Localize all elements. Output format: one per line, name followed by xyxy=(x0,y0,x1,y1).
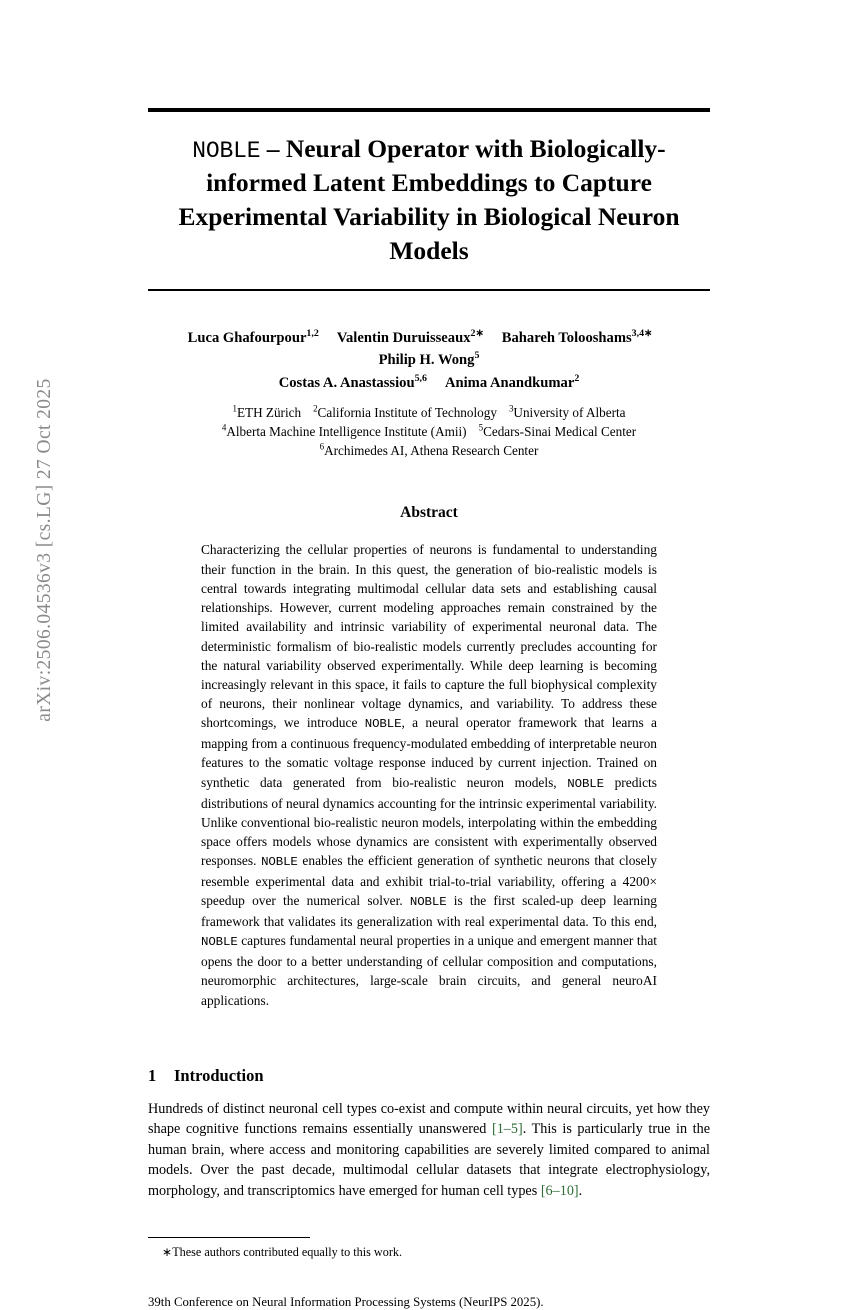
title-model-name: NOBLE xyxy=(192,138,261,164)
abstract-seg: predicts distributions of neural dynamics accounting for the intrinsic experimental variability. Unlike conventional bio-realistic neuron models, interpolating within the embedding space offers models whose dynamics are consistent with experimentally observed responses. xyxy=(201,774,657,869)
page-title xyxy=(148,132,710,267)
author-entry xyxy=(279,375,427,391)
citation-link[interactable]: [1–5] xyxy=(491,1121,523,1138)
section-title: Introduction xyxy=(174,1065,264,1085)
abstract-seg: Characterizing the cellular properties of neurons is fundamental to understanding their function in the brain. In this quest, the generation of bio-realistic models is central towards integrating multimodal cellular data sets and establishing causal relationships. However, current modeling approaches remain constrained by the limited availability and intrinsic variability of experimental neuronal data. The deterministic formalism of bio-realistic models currently precludes accounting for the natural variability observed experimentally. While deep learning is becoming increasingly relevant in this space, it fails to capture the full biophysical complexity of neurons, their nonlinear voltage dynamics, and variability. To address these shortcomings, we introduce xyxy=(201,542,657,731)
author-affil-marker: 1,2 xyxy=(306,327,319,339)
affiliation-entry xyxy=(232,405,301,420)
author-affil-marker: 2∗ xyxy=(470,327,484,339)
author-name: Anima Anandkumar xyxy=(444,374,575,391)
affiliation-line xyxy=(148,403,710,422)
author-affil-marker: 5,6 xyxy=(414,373,427,385)
section-heading-introduction xyxy=(148,1066,710,1086)
paragraph-seg: . xyxy=(578,1182,583,1199)
title-rule-bottom xyxy=(148,289,710,290)
affiliation-entry xyxy=(509,405,626,420)
paper-page xyxy=(148,0,710,1310)
affiliation-entry xyxy=(479,424,637,439)
affiliation-entry xyxy=(313,405,497,420)
affiliation-marker: 5 xyxy=(478,422,484,433)
affiliation-marker: 1 xyxy=(232,403,237,414)
author-affil-marker: 3,4∗ xyxy=(631,327,653,339)
abstract-seg: , a neural operator framework that learns a mapping from a continuous frequency-modulated embedding of interpretable neuron features to the somatic voltage response induced by current injection. Trained on synthetic data generated from bio-realistic neuron models, xyxy=(201,715,657,790)
affiliation-line xyxy=(148,422,710,441)
affiliation-name: University of Alberta xyxy=(513,404,626,420)
author-affil-marker: 2 xyxy=(574,373,580,385)
author-list xyxy=(148,327,710,395)
abstract-model-name: NOBLE xyxy=(567,776,604,791)
abstract-seg: captures fundamental neural properties in a unique and emergent manner that opens the door to a better understanding of cellular composition and computations, neuromorphic architectures, large-scale brain circuits, and general neuroAI applications. xyxy=(201,933,657,1008)
paragraph-seg: . This is particularly true in the human brain, where access and monitoring capabilities are severely limited compared to animal models. Over the past decade, multimodal cellular datasets that integrate electrophysiology, morphology, and transcriptomics have emerged for human cell types xyxy=(148,1121,710,1199)
conference-line: 39th Conference on Neural Information Processing Systems (NeurIPS 2025). xyxy=(148,1295,544,1310)
author-entry xyxy=(501,327,653,346)
affiliation-name: ETH Zürich xyxy=(236,404,302,420)
abstract-model-name: NOBLE xyxy=(364,717,402,732)
author-name: Valentin Duruisseaux xyxy=(336,329,471,346)
author-entry xyxy=(187,327,319,346)
title-rule-top xyxy=(148,108,710,112)
abstract-text xyxy=(201,540,657,1009)
abstract-model-name: NOBLE xyxy=(409,895,447,910)
affiliation-entry xyxy=(222,424,467,439)
author-entry xyxy=(379,352,480,368)
arxiv-stamp xyxy=(0,0,90,1100)
affiliation-marker: 6 xyxy=(319,441,325,452)
abstract-model-name: NOBLE xyxy=(201,935,238,950)
abstract-model-name: NOBLE xyxy=(261,855,298,870)
arxiv-stamp-text: arXiv:2506.04536v3 [cs.LG] 27 Oct 2025 xyxy=(34,378,55,722)
affiliation-name: Alberta Machine Intelligence Institute (Amii) xyxy=(226,423,467,439)
affiliation-name: Cedars-Sinai Medical Center xyxy=(483,423,637,439)
affiliation-marker: 2 xyxy=(313,403,318,414)
affiliation-marker: 3 xyxy=(508,403,514,414)
author-line-2 xyxy=(148,372,710,395)
affiliation-name: Archimedes AI, Athena Research Center xyxy=(324,443,539,459)
affiliation-line xyxy=(148,441,710,460)
author-name: Philip H. Wong xyxy=(378,352,475,369)
affiliation-entry xyxy=(320,443,539,458)
section-number: 1 xyxy=(148,1065,157,1085)
abstract-speedup-value: 4200× xyxy=(622,874,657,890)
author-name: Bahareh Tolooshams xyxy=(501,329,632,346)
affiliation-name: California Institute of Technology xyxy=(317,404,497,420)
affiliation-list xyxy=(148,403,710,461)
paragraph-seg: Hundreds of distinct neuronal cell types co-exist and compute within neural circuits, yet how they shape cognitive functions remains essentially unanswered xyxy=(148,1100,710,1138)
abstract-seg: is the first scaled-up deep learning framework that validates its generalization with real experimental data. To this end, xyxy=(201,893,658,930)
author-name: Costas A. Anastassiou xyxy=(278,374,415,391)
abstract-heading: Abstract xyxy=(400,504,458,522)
author-entry xyxy=(445,375,579,391)
author-entry xyxy=(336,327,484,346)
affiliation-marker: 4 xyxy=(221,422,227,433)
abstract-seg: speedup over the numerical solver. xyxy=(201,893,410,909)
citation-link[interactable]: [6–10] xyxy=(540,1182,579,1199)
introduction-paragraph xyxy=(148,1099,710,1201)
title-rest: – Neural Operator with Biologically-informed Latent Embeddings to Capture Experimental Variability in Biological Neuron Models xyxy=(178,134,680,265)
author-line-1 xyxy=(148,327,710,372)
abstract-seg: enables the efficient generation of synthetic neurons that closely resemble experimental data and exhibit trial-to-trial variability, offering a xyxy=(201,853,657,890)
footnote-rule xyxy=(148,1237,310,1238)
author-name: Luca Ghafourpour xyxy=(187,329,307,346)
footnote-text: ∗These authors contributed equally to this work. xyxy=(162,1244,403,1259)
author-affil-marker: 5 xyxy=(474,350,480,362)
